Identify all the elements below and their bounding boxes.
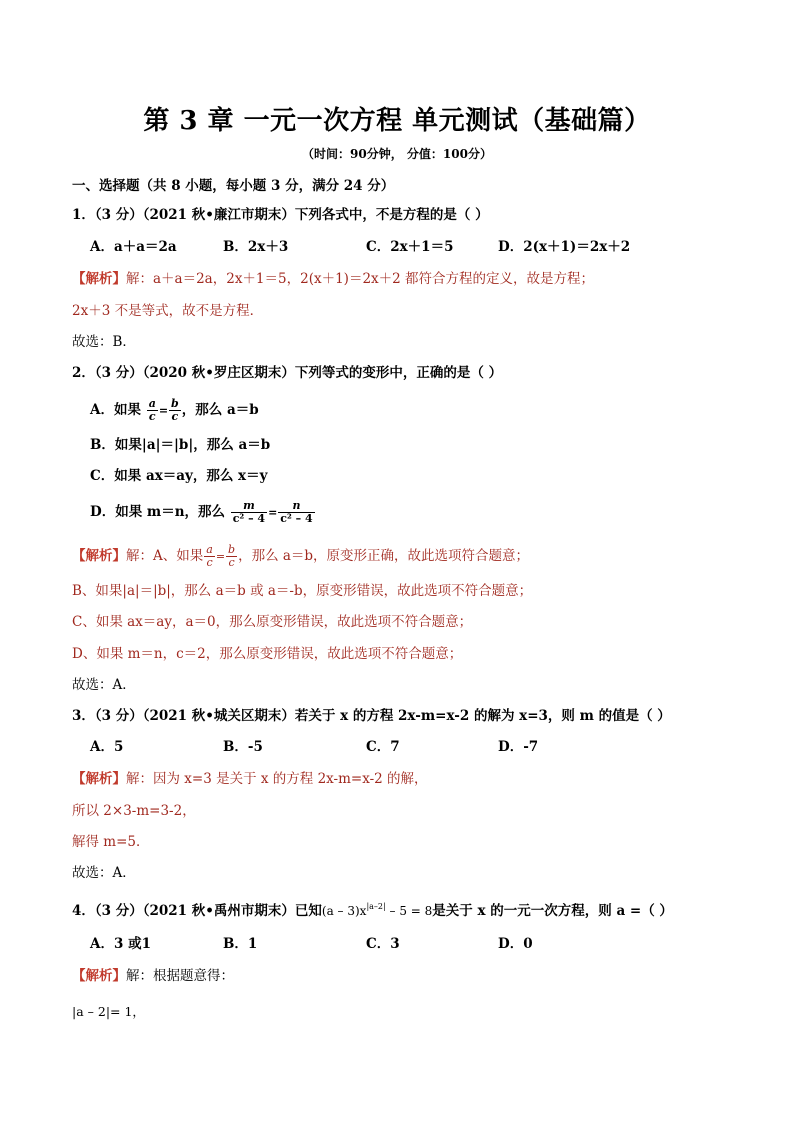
q2-option-a [90,398,259,423]
q2-stem: 2．（3 分）（2020 秋•罗庄区期末）下列等式的变形中，正确的是（ ） [72,365,503,381]
q1-option-b: B．2x＋3 [223,239,289,255]
fraction-a-over-c [147,398,158,423]
q1-analysis-text: 解：a＋a＝2a，2x＋1＝5，2(x＋1)＝2x＋2 都符合方程的定义，故是方程； [126,271,595,287]
frac-den: c [206,556,213,569]
q3-analysis-text: 解：因为 x=3 是关于 x 的方程 2x-m=x-2 的解， [126,771,428,787]
frac-num: n [292,499,301,512]
document-title: 第 3 章 一元一次方程 单元测试（基础篇） [143,106,651,136]
q2-analysis-2: B、如果|a|＝|b|，那么 a＝b 或 a＝-b，原变形错误，故此选项不符合题意； [72,583,533,599]
q1-analysis-2: 2x＋3 不是等式，故不是方程． [72,303,264,319]
equals-sign: = [268,506,278,519]
q3-option-c: C．7 [366,739,400,755]
q4-expr-exponent: |a–2| [366,902,386,911]
q3-answer: 故选：A． [72,865,136,881]
q2-option-d-prefix: D．如果 m＝n，那么 [90,504,226,520]
equals-sign: = [158,404,169,417]
q4-option-d: D．0 [498,936,533,952]
section-heading: 一、选择题（共 8 小题，每小题 3 分，满分 24 分） [72,178,395,194]
document-subtitle: （时间：90分钟， 分值：100分） [302,147,492,161]
q3-option-a: A．5 [90,739,124,755]
q1-option-d: D．2(x＋1)＝2x＋2 [498,239,631,255]
frac-num: b [228,543,236,556]
q4-option-b: B．1 [223,936,258,952]
q2-option-c: C．如果 ax＝ay，那么 x＝y [90,468,268,484]
frac-den: c [148,410,156,423]
q1-option-a: A．a＋a＝2a [90,239,177,255]
q2-analysis-1 [72,544,529,569]
q1-analysis-1 [72,270,594,288]
q2-analysis-prefix: 解：A、如果 [126,548,204,564]
analysis-label: 【解析】 [72,968,126,984]
q4-analysis-1 [72,967,234,985]
q4-expr-rest: – 5 = 8 [385,904,433,918]
q3-analysis-2: 所以 2×3-m=3-2， [72,803,196,819]
analysis-label: 【解析】 [72,771,126,787]
q2-analysis-4: D、如果 m＝n，c＝2，那么原变形错误，故此选项不符合题意； [72,646,463,662]
q2-analysis-suffix: ，那么 a＝b，原变形正确，故此选项符合题意； [238,548,530,564]
frac-den: c² – 4 [280,512,313,525]
analysis-label: 【解析】 [72,548,126,564]
q2-option-d [90,500,316,525]
q4-analysis-2: |a – 2|= 1， [72,1004,145,1019]
q3-stem: 3．（3 分）（2021 秋•城关区期末）若关于 x 的方程 2x-m=x-2 的解为 x=3，则 m 的值是（ ） [72,708,671,724]
q1-option-c: C．2x＋1＝5 [366,239,454,255]
q4-analysis-text: 解：根据题意得： [126,968,234,984]
q4-option-a: A．3 或1 [90,936,151,952]
q3-option-d: D．-7 [498,739,539,755]
q2-option-b: B．如果|a|＝|b|，那么 a＝b [90,437,271,453]
fraction-b-over-c [226,544,237,569]
q2-answer: 故选：A． [72,677,136,693]
frac-den: c [171,410,179,423]
q2-analysis-3: C、如果 ax＝ay，a＝0，那么原变形错误，故此选项不符合题意； [72,614,473,630]
frac-num: a [206,543,213,556]
frac-den: c² – 4 [232,512,266,525]
q3-analysis-3: 解得 m=5． [72,834,150,850]
fraction-a-over-c [204,544,215,569]
q4-option-c: C．3 [366,936,400,952]
equals-sign: = [215,550,226,563]
q3-analysis-1 [72,770,428,788]
analysis-label: 【解析】 [72,271,126,287]
frac-num: a [148,397,156,410]
fraction-m [231,500,267,525]
q2-option-a-prefix: A．如果 [90,402,141,418]
frac-num: b [171,397,179,410]
q4-expr-base: (a – 3)x [321,904,367,918]
q2-option-a-suffix: ，那么 a＝b [181,402,259,418]
fraction-b-over-c [169,398,181,423]
frac-den: c [228,556,235,569]
q4-stem-prefix: 4．（3 分）（2021 秋•禹州市期末）已知 [72,903,322,919]
q4-expression [322,904,432,918]
q1-stem: 1．（3 分）（2021 秋•廉江市期末）下列各式中，不是方程的是（ ） [72,207,489,223]
fraction-n [278,500,314,525]
q3-option-b: B．-5 [223,739,263,755]
q1-answer: 故选：B． [72,334,136,350]
frac-num: m [243,499,255,512]
q4-stem-suffix: 是关于 x 的一元一次方程，则 a =（ ） [432,903,673,919]
q4-stem [72,898,673,920]
